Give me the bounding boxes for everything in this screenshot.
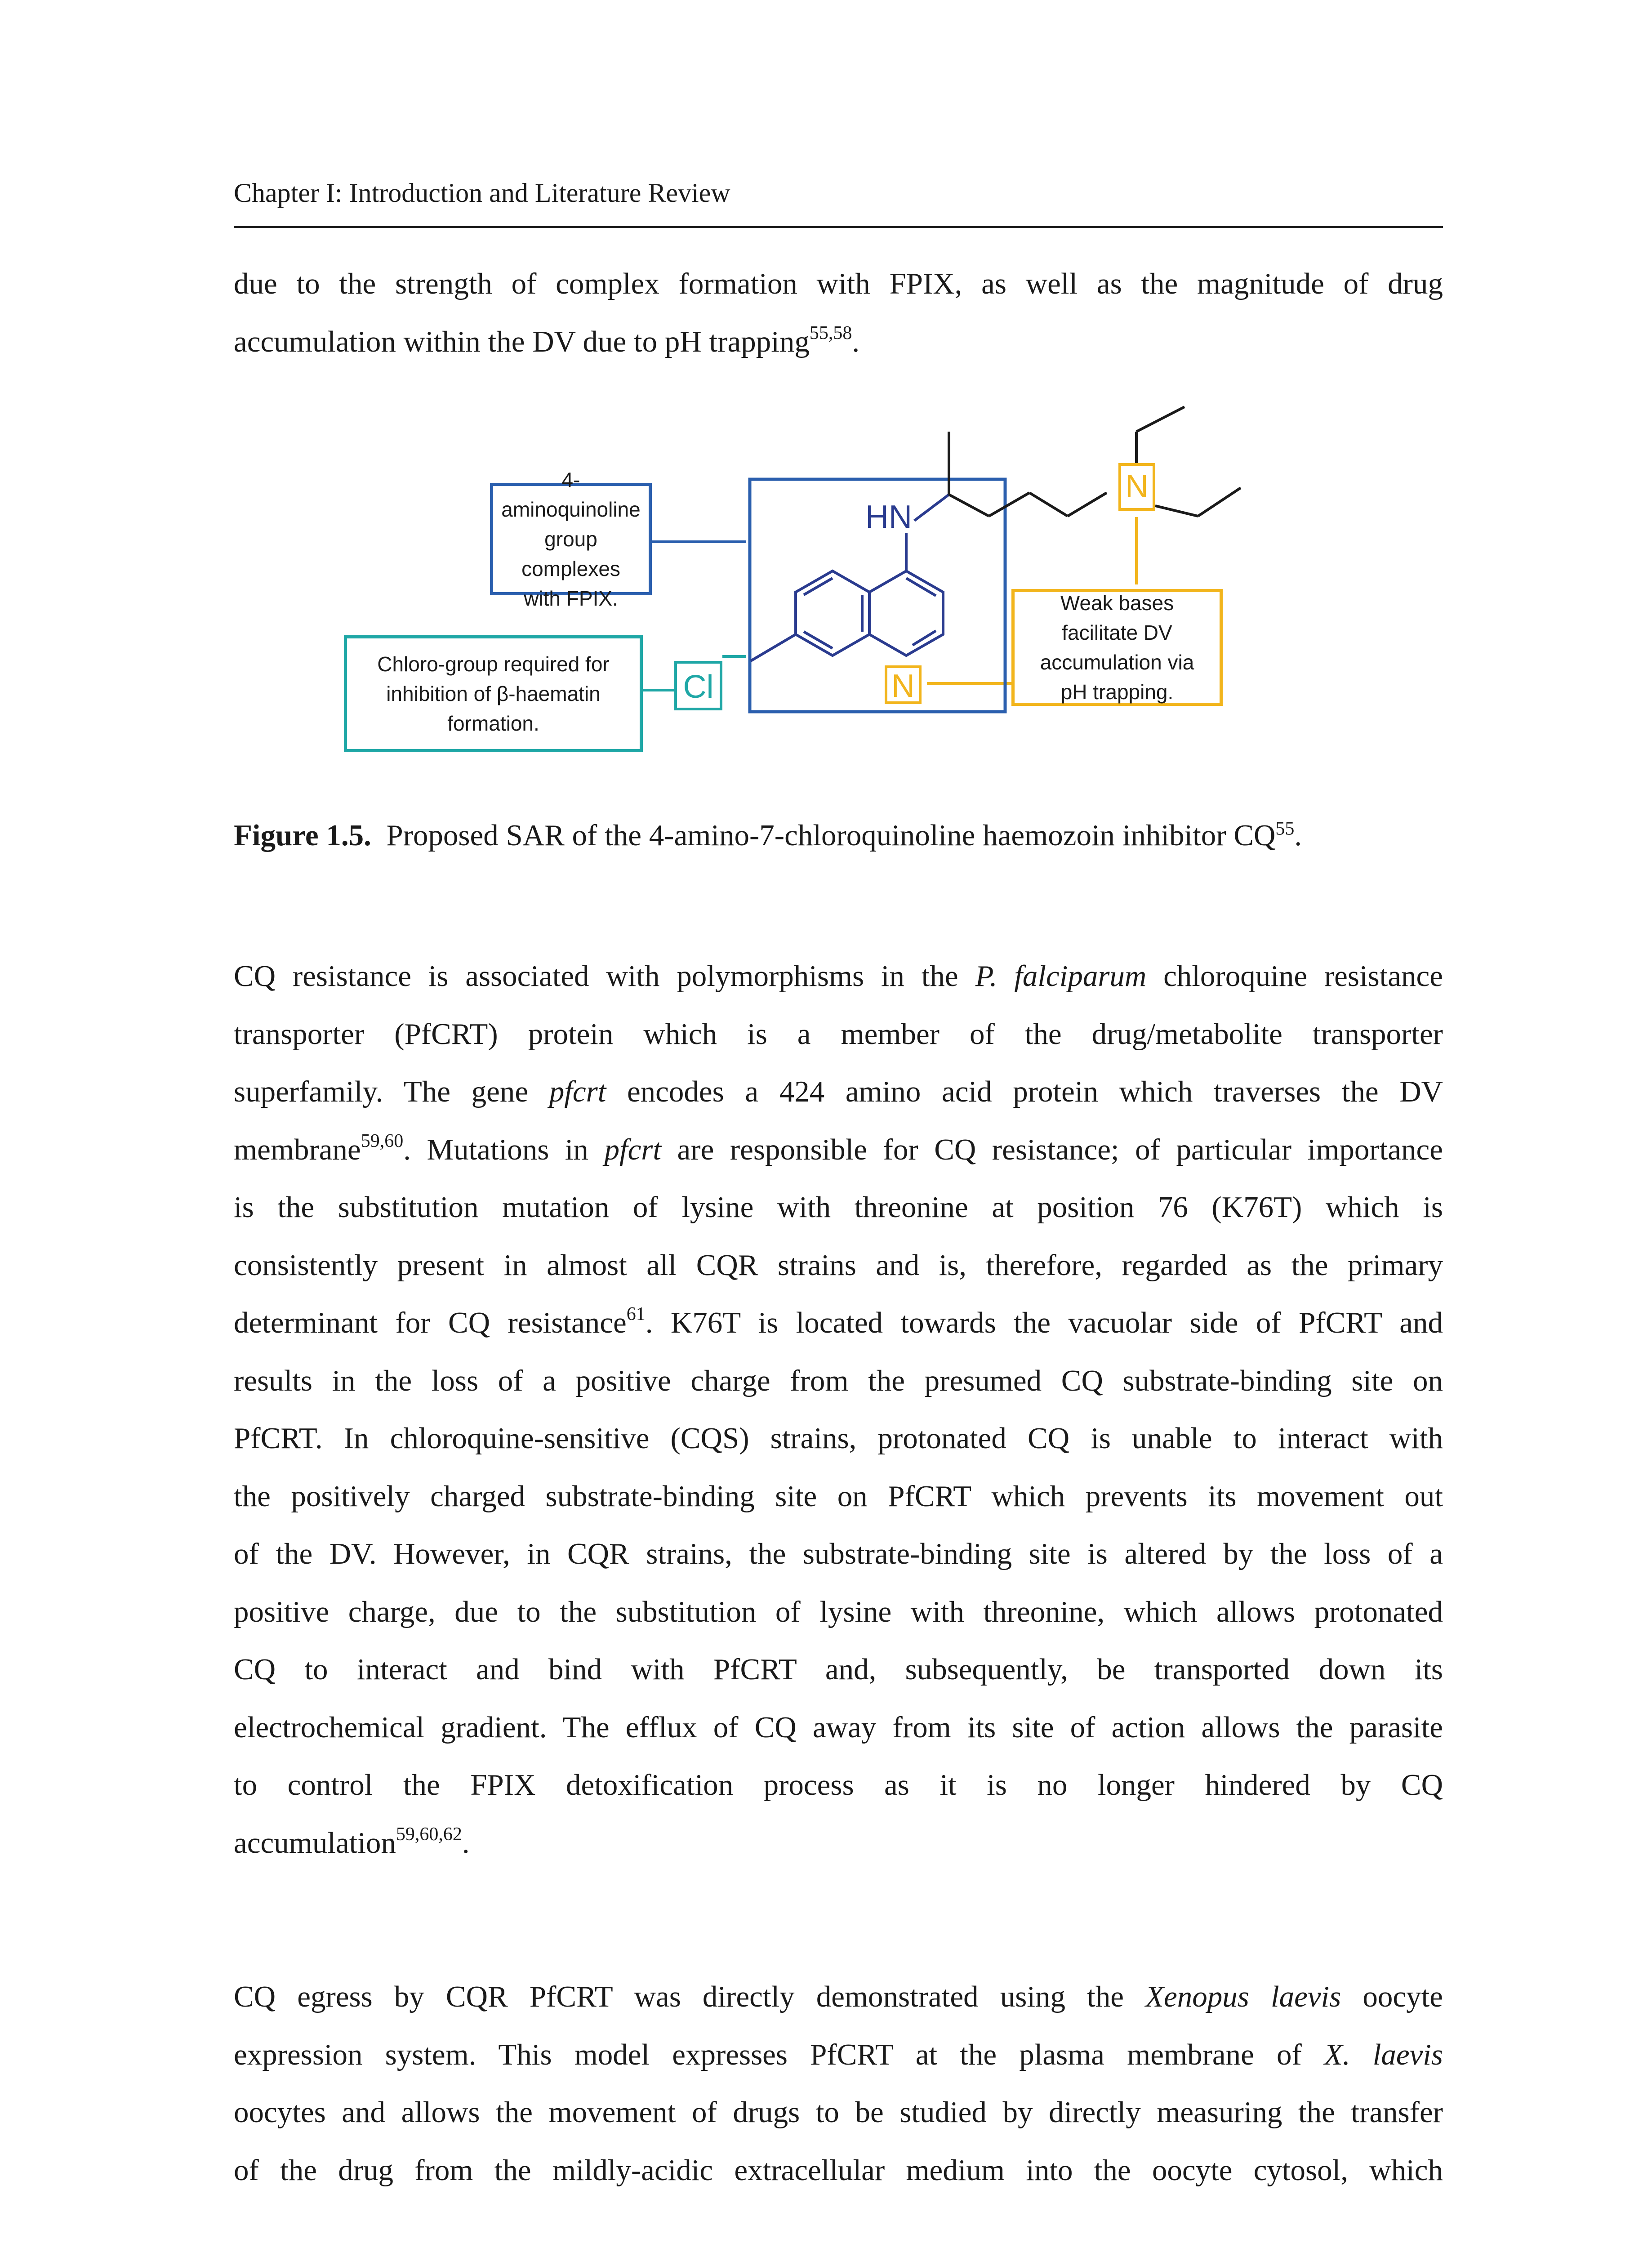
intro-line-2-text: accumulation within the DV due to pH trapping [234, 325, 810, 358]
ring-n-atom-label: N [885, 665, 922, 704]
figure-caption [234, 818, 1302, 853]
p1-text: . K76T is located towards the vacuolar side of PfCRT and [645, 1306, 1443, 1339]
p1-italic: pfcrt [604, 1133, 661, 1166]
side-chain [949, 407, 1241, 516]
p1-line [234, 1814, 1443, 1872]
p1-text: chloroquine resistance [1146, 959, 1443, 993]
p1-text: accumulation [234, 1826, 396, 1860]
p1-text: CQ resistance is associated with polymorphisms in the [234, 959, 975, 993]
p1-line: positive charge, due to the substitution of lysine with threonine, which allows protonated [234, 1595, 1443, 1628]
p1-text: are responsible for CQ resistance; of particular importance [661, 1133, 1443, 1166]
p1-line: PfCRT. In chloroquine-sensitive (CQS) strains, protonated CQ is unable to interact with [234, 1422, 1443, 1455]
body-paragraph-1 [234, 947, 1443, 1872]
p1-line: results in the loss of a positive charge from the presumed CQ substrate-binding site on [234, 1364, 1443, 1397]
body-paragraph-2 [234, 1968, 1443, 2199]
p1-line: consistently present in almost all CQR strains and is, therefore, regarded as the primary [234, 1248, 1443, 1282]
p2-line: of the drug from the mildly-acidic extracellular medium into the oocyte cytosol, which [234, 2153, 1443, 2187]
p2-text: oocyte [1341, 1980, 1443, 2013]
weak-base-callout: Weak bases facilitate DV accumulation via pH trapping. [1011, 589, 1223, 706]
p2-text: CQ egress by CQR PfCRT was directly demonstrated using the [234, 1980, 1146, 2013]
hn-atom-label: HN [865, 499, 912, 535]
citation: 55 [1275, 818, 1295, 839]
p1-text: membrane [234, 1133, 361, 1166]
p1-line: to control the FPIX detoxification process as it is no longer hindered by CQ [234, 1768, 1443, 1802]
intro-line-2-end: . [852, 325, 860, 358]
p1-text: encodes a 424 amino acid protein which traverses the DV [606, 1075, 1443, 1108]
p1-line [234, 947, 1443, 1005]
p2-line [234, 1968, 1443, 2026]
running-header: Chapter I: Introduction and Literature Review [234, 178, 730, 208]
p1-line: CQ to interact and bind with PfCRT and, subsequently, be transported down its [234, 1653, 1443, 1686]
p1-text: determinant for CQ resistance [234, 1306, 627, 1339]
caption-label: Figure 1.5. [234, 819, 371, 852]
p2-line: oocytes and allows the movement of drugs to be studied by directly measuring the transfer [234, 2096, 1443, 2129]
p2-italic: Xenopus laevis [1145, 1980, 1341, 2013]
p1-line [234, 1294, 1443, 1352]
p1-text: . Mutations in [403, 1133, 605, 1166]
p1-text: . [462, 1826, 470, 1860]
citation: 59,60,62 [396, 1824, 462, 1845]
p2-text: expression system. This model expresses PfCRT at the plasma membrane of [234, 2038, 1324, 2071]
p1-line [234, 1121, 1443, 1179]
amine-n-atom-label: N [1118, 463, 1155, 511]
figure-sar-diagram [0, 0, 1652, 809]
intro-line-1: due to the strength of complex formation with FPIX, as well as the magnitude of drug [234, 267, 1443, 300]
p1-line: electrochemical gradient. The efflux of CQ away from its site of action allows the parasite [234, 1710, 1443, 1744]
chemical-structure [0, 0, 1652, 809]
p1-italic: pfcrt [549, 1075, 606, 1108]
p1-line [234, 1063, 1443, 1121]
p2-line [234, 2026, 1443, 2084]
aminoquinoline-callout: 4-aminoquinoline group complexes with FPIX. [490, 483, 652, 595]
p1-line: of the DV. However, in CQR strains, the substrate-binding site is altered by the loss of a [234, 1537, 1443, 1570]
cl-atom-label: Cl [674, 661, 722, 710]
p1-line: the positively charged substrate-binding site on PfCRT which prevents its movement out [234, 1479, 1443, 1513]
caption-end: . [1294, 819, 1302, 852]
citation: 61 [626, 1304, 646, 1325]
citation: 59,60 [361, 1130, 404, 1151]
p2-italic: X. laevis [1324, 2038, 1443, 2071]
p1-line: is the substitution mutation of lysine with threonine at position 76 (K76T) which is [234, 1191, 1443, 1224]
chloro-callout: Chloro-group required for inhibition of β-haematin formation. [344, 635, 643, 752]
p1-text: superfamily. The gene [234, 1075, 549, 1108]
citation: 55,58 [809, 322, 852, 343]
p1-line: transporter (PfCRT) protein which is a member of the drug/metabolite transporter [234, 1017, 1443, 1051]
caption-text: Proposed SAR of the 4-amino-7-chloroquinoline haemozoin inhibitor CQ [386, 819, 1276, 852]
quinoline-rings [751, 495, 949, 661]
p1-italic: P. falciparum [975, 959, 1147, 993]
